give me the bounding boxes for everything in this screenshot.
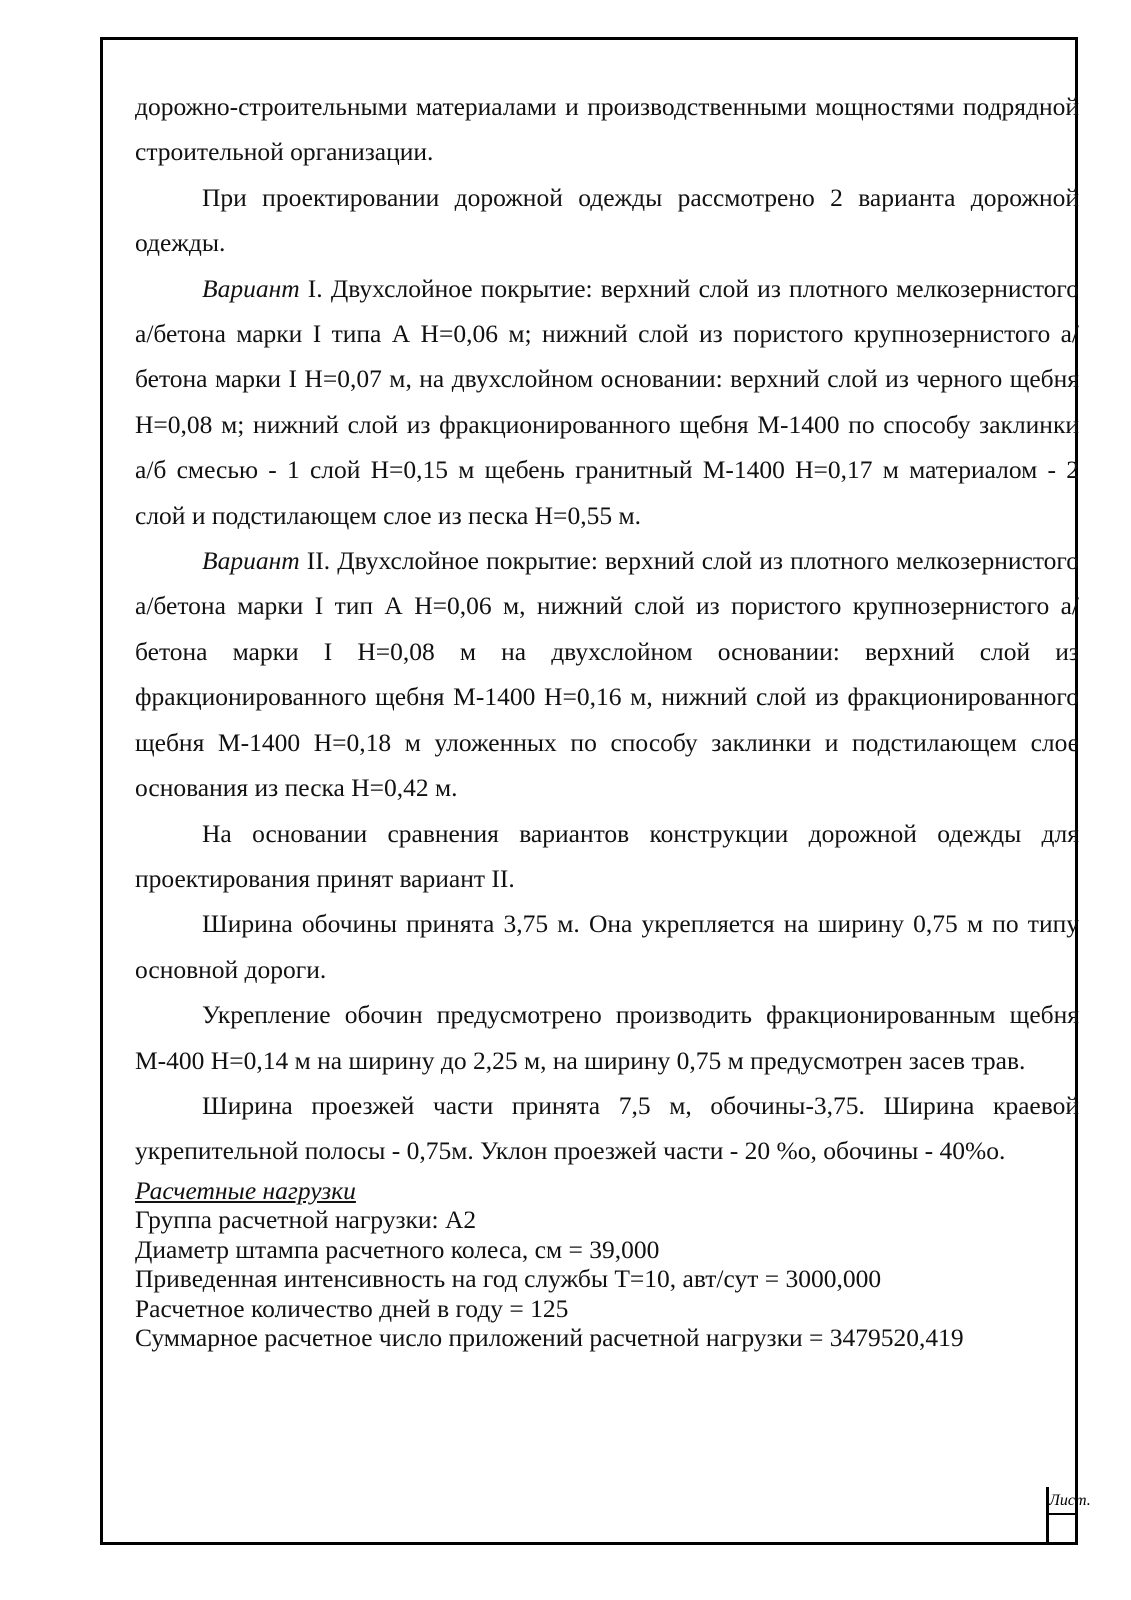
paragraph-text: II. Двухслойное покрытие: верхний слой из плотного мелкозернистого а/бетона марки I тип А Н=0,06 м, нижний слой из пористого крупнозернистого а/бетона марки I Н=0,08 м на двухслойном основании: верхний слой из фракционированного щебня М-1400 Н=0,16 м, нижний слой из фракционированного щебня М-1400 Н=0,18 м уложенных по способу заклинки и подстилающем слое основания из песка Н=0,42 м.	[135, 546, 1079, 803]
document-body	[135, 84, 1079, 1353]
design-load-line: Суммарное расчетное число приложений расчетной нагрузки = 3479520,419	[135, 1323, 964, 1353]
paragraph-text: Ширина проезжей части принята 7,5 м, обочины-3,75. Ширина краевой укрепительной полосы - 0,75м. Уклон проезжей части - 20 %о, обочины - 40%о.	[135, 1090, 1079, 1166]
sheet-stamp	[1046, 1487, 1091, 1545]
paragraph	[135, 992, 1079, 1083]
design-load-line: Группа расчетной нагрузки: А2	[135, 1205, 477, 1235]
design-load-line: Диаметр штампа расчетного колеса, см = 39,000	[135, 1234, 660, 1264]
paragraph-text: На основании сравнения вариантов конструкции дорожной одежды для проектирования принят вариант II.	[135, 818, 1079, 893]
paragraph-text: При проектировании дорожной одежды рассмотрено 2 варианта дорожной одежды.	[135, 182, 1079, 258]
design-load-line: Приведенная интенсивность на год службы Т=10, авт/сут = 3000,000	[135, 1264, 882, 1294]
design-loads-section	[135, 1176, 1079, 1353]
paragraph	[135, 266, 1079, 538]
paragraphs	[135, 84, 1079, 1174]
paragraph-text: Укрепление обочин предусмотрено производить фракционированным щебня М-400 Н=0,14 м на ширину до 2,25 м, на ширину 0,75 м предусмотрен засев трав.	[135, 1000, 1079, 1075]
paragraph	[135, 901, 1079, 992]
paragraph-text: дорожно-строительными материалами и производственными мощностями подрядной строительной организации.	[135, 92, 1079, 167]
paragraph	[135, 84, 1079, 175]
sheet-label: Лист.	[1049, 1487, 1078, 1515]
paragraph	[135, 538, 1079, 810]
paragraph	[135, 1083, 1079, 1174]
paragraph	[135, 175, 1079, 266]
design-load-line: Расчетное количество дней в году = 125	[135, 1293, 569, 1323]
paragraph	[135, 811, 1079, 902]
design-loads-title: Расчетные нагрузки	[135, 1175, 356, 1205]
paragraph-text: Ширина обочины принята 3,75 м. Она укрепляется на ширину 0,75 м по типу основной дороги.	[135, 909, 1079, 984]
paragraph-text: I. Двухслойное покрытие: верхний слой из плотного мелкозернистого а/бетона марки I типа А Н=0,06 м; нижний слой из пористого крупнозернистого а/бетона марки I Н=0,07 м, на двухслойном основании: верхний слой из черного щебня Н=0,08 м; нижний слой из фракционированного щебня М-1400 по способу заклинки а/б смесью - 1 слой Н=0,15 м щебень гранитный М-1400 Н=0,17 м материалом - 2 слой и подстилающем слое из песка Н=0,55 м.	[135, 273, 1079, 530]
variant-label: Вариант	[202, 273, 300, 303]
variant-label: Вариант	[202, 546, 300, 576]
design-loads-list	[135, 1205, 1079, 1353]
